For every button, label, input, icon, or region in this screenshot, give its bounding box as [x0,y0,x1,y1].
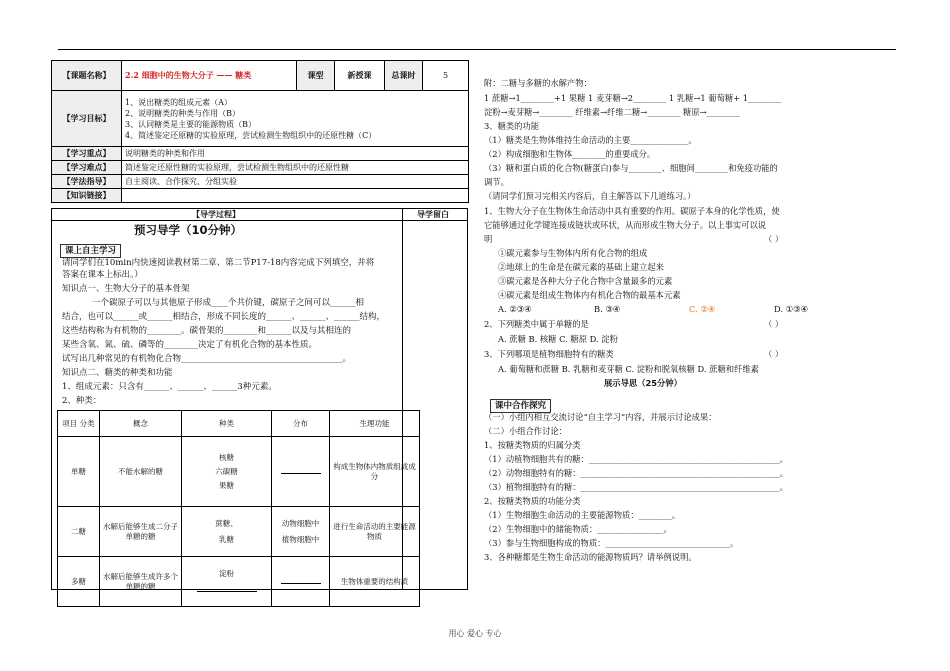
q1-choice-d: D. ①③④ [774,304,808,314]
classify-1c: （3）植物细胞特有的糖：________________________________________________。 [484,482,788,492]
appendix-title: 附：二糖与多糖的水解产物： [484,78,592,88]
animal-cell-label: 动物细胞中 [281,518,320,528]
hours-label: 总课时 [385,61,423,91]
link-value [122,189,469,203]
top-rule [58,49,896,50]
poly-name: 多糖 [58,557,100,607]
function-title: 3、糖类的功能 [484,121,540,131]
question-3: 3、各种糖都是生物生命活动的能源物质吗？请举例说明。 [484,552,697,562]
q1-choice-b: B. ③④ [594,304,621,314]
link-label: 【知识链接】 [52,189,122,203]
knowledge-2-title: 知识点二、糖类的种类和功能 [62,368,173,378]
preview-title: 预习导学（10分钟） [134,223,243,237]
key-label: 【学习重点】 [52,147,122,161]
left-page [51,60,468,590]
di-distribution [272,507,330,557]
function-1: （1）糖类是生物体维持生命活动的主要______________。 [484,135,697,145]
th-kind: 种类 [182,411,272,437]
ribose-label: 核糖 [219,452,234,462]
q3-options: A. 葡萄糖和蔗糖 B. 乳糖和麦芽糖 C. 淀粉和脱氧核糖 D. 蔗糖和纤维素 [498,364,759,374]
q1-line-a: 1、生物大分子在生物体生命活动中具有重要的作用。碳原子本身的化学性质，使 [484,206,780,216]
process-header: 【导学过程】 [192,209,240,219]
starch-label: 淀粉 [219,568,234,578]
goals-list [122,91,469,147]
di-concept: 水解后能够生成二分子单糖的糖 [100,507,182,557]
intro-line-2: 答案在课本上标出。） [62,270,143,280]
k1-line-2: 结合，也可以______或______相结合，形成不同长度的______、______、______结构， [62,312,386,322]
exercise-note: （请同学们预习完相关内容后，自主解答以下几道练习。） [484,191,696,201]
intro-line-1: 请同学们在10min内快速阅读教材第二章、第二节P17-18内容完成下列填空，并将 [62,258,375,268]
footer: 用心 爱心 专心 [448,629,502,638]
k1-line-5: 试写出几种常见的有机物化合物______________________________________。 [62,354,352,364]
q1-option-4: ④碳元素是组成生物体内有机化合物的最基本元素 [498,290,681,300]
hexose-label: 六碳糖 [215,466,238,476]
di-name: 二糖 [58,507,100,557]
goal-item: 3、认同糖类是主要的能源物质（B） [125,119,256,129]
q1-answer-paren: （ ） [764,234,784,244]
function-2: （2）构成细胞和生物体________的重要成分。 [484,149,656,159]
goal-item: 2、说明糖类的种类与作用（B） [125,108,240,118]
q1-option-2: ②地球上的生命是在碳元素的基础上建立起来 [498,262,664,272]
sugar-table [57,410,420,607]
poly-kinds [182,557,272,607]
knowledge-1-title: 知识点一、生物大分子的基本骨架 [62,284,190,294]
poly-distribution [272,557,330,607]
mono-function-1: 构成生物体内物质组成成分 [330,437,420,507]
coop-line-1: （一）小组内相互交流讨论“自主学习”内容，并展示讨论成果： [484,412,717,422]
coop-tag: 课中合作探究 [490,399,551,413]
classify-2a: （1）生物细胞生命活动的主要能源物质：________。 [484,510,681,520]
fructose-label: 果糖 [219,480,234,490]
classify-2-title: 2、按糖类物质的功能分类 [484,496,581,506]
method-label: 【学法指导】 [52,175,122,189]
plant-cell-label: 植物细胞中 [281,534,320,544]
q3-answer-paren: （ ） [764,349,784,359]
key-value: 说明糖类的种类和作用 [122,147,469,161]
difficulty-label: 【学习难点】 [52,161,122,175]
q2-answer-paren: （ ） [764,319,784,329]
k2-line-2: 2、种类： [62,396,102,406]
type-value: 新授课 [335,61,385,91]
hydrolysis-line-2: 淀粉→麦芽糖→________ 纤维素→纤维二糖→________ 糖原→________ [484,107,740,117]
notes-header: 导学留白 [417,209,449,219]
classify-2b: （2）生物细胞中的储能物质：________________。 [484,524,672,534]
coop-line-2: （二）小组合作讨论： [484,426,567,436]
di-kinds [182,507,272,557]
goal-item: 4、简述鉴定还原糖的实验原理，尝试检测生物组织中的还原性糖（C） [125,130,377,140]
hours-value: 5 [423,61,469,91]
poly-function: 生物体重要的结构质 [330,557,420,607]
function-3b: 调节。 [484,177,509,187]
k1-line-3: 这些结构称为有机物的________。碳骨架的________和______以及与其相连的 [62,326,352,336]
q1-choice-c: C. ②④ [689,304,716,314]
mono-kinds [182,437,272,507]
sucrose-label: 蔗糖、 [215,518,238,528]
k1-line-1: 一个碳原子可以与其他原子形成____个共价键，碳原子之间可以______相 [92,298,365,308]
mono-distribution [272,437,330,507]
lesson-header-table [51,60,469,203]
th-concept: 概念 [100,411,182,437]
function-3a: （3）糖和蛋白质的化合物(糖蛋白)参与________、细胞间________和免疫功能的 [484,163,778,173]
mono-name: 单糖 [58,437,100,507]
q1-line-b: 它能够通过化学键连接成链状或环状，从而形成生物大分子。以上事实可以说 [484,220,767,230]
show-title: 展示导思（25分钟） [604,378,682,388]
th-category: 项目 分类 [58,411,100,437]
th-distribution: 分布 [272,411,330,437]
method-value: 自主阅读、合作探究、分组实验 [122,175,469,189]
course-name-label: 【课题名称】 [52,61,122,91]
k2-line-1: 1、组成元素：只含有______、______、______3种元素。 [62,382,277,392]
lactose-label: 乳糖 [219,534,234,544]
q1-choice-a: A. ②③④ [498,304,532,314]
classify-1b: （2）动物细胞特有的糖：________________________________________________。 [484,468,788,478]
q2-stem: 2、下列糖类中属于单糖的是 [484,319,589,329]
q2-options: A. 蔗糖 B. 核糖 C. 糖原 D. 淀粉 [498,334,618,344]
hydrolysis-line-1: 1 蔗糖→1________+1 果糖 1 麦芽糖→2________ 1 乳糖→1 葡萄糖+ 1________ [484,93,782,103]
q1-option-1: ①碳元素参与生物体内所有化合物的组成 [498,248,648,258]
classify-1-title: 1、按糖类物质的归属分类 [484,440,581,450]
q1-option-3: ③碳元素是各种大分子化合物中含量最多的元素 [498,276,673,286]
mono-concept: 不能水解的糖 [100,437,182,507]
q3-stem: 3、下列哪项是植物细胞特有的糖类 [484,349,614,359]
self-study-tag: 课上自主学习 [60,244,121,258]
course-name: 2.2 细胞中的生物大分子 —— 糖类 [122,61,297,91]
th-function: 生理功能 [330,411,420,437]
k1-line-4: 某些含氧、氮、硫、磷等的________决定了有机化合物的基本性质。 [62,340,318,350]
poly-concept: 水解后能够生成许多个单糖的糖 [100,557,182,607]
difficulty-value: 简述鉴定还原性糖的实验原理，尝试检测生物组织中的还原性糖 [122,161,469,175]
mono-function-2: 进行生命活动的主要能源物质 [330,507,420,557]
type-label: 课型 [297,61,335,91]
goal-item: 1、说出糖类的组成元素（A） [125,97,232,107]
q1-line-c: 明 [484,234,493,244]
goals-label: 【学习目标】 [52,91,122,147]
classify-2c: （3）参与生物细胞构成的物质：______________________________。 [484,538,739,548]
classify-1a: （1）动植物细胞共有的糖：______________________________________________。 [484,454,788,464]
